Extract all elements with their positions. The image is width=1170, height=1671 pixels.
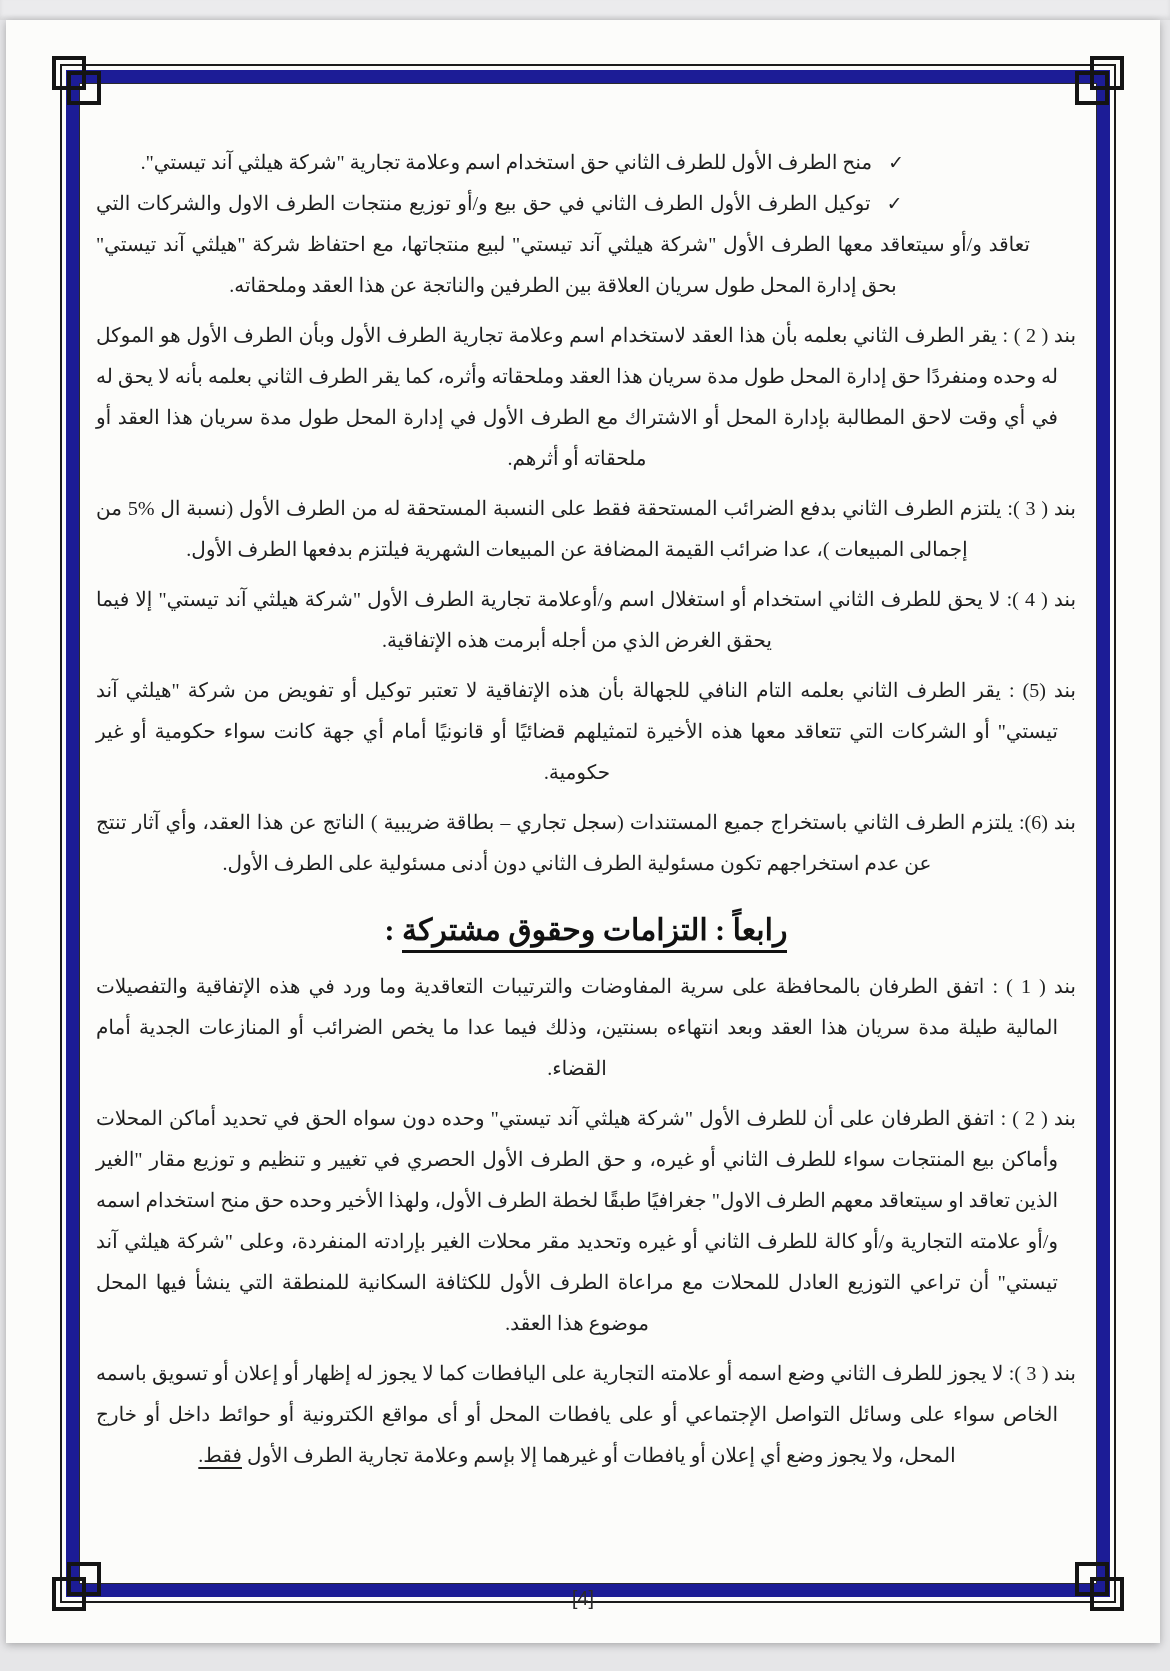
clause-label: بند ( 4 ): — [1000, 589, 1077, 611]
clause-text: يقر الطرف الثاني بعلمه التام النافي للجهالة بأن هذه الإتفاقية لا تعتبر توكيل أو تفويض من شركة "هيلثي آند تيستي" أو الشركات التي تتعاقد معها هذه الأخيرة لتمثيلهم قضائيًا أو قانونيًا أمام أي جهة كانت سواء حكومية أو غير حكومية. — [96, 680, 1058, 784]
clause-shared-1 — [96, 967, 1076, 1090]
clause-text: اتفق الطرفان بالمحافظة على سرية المفاوضات والترتيبات التعاقدية وما ورد في هذه الإتفاقية والتفصيلات المالية طيلة مدة سريان هذا العقد وبعد انتهاءه بسنتين، وذلك فيما عدا ما يخص الضرائب أو المنازعات الجدية أمام القضاء. — [96, 976, 1058, 1080]
section-heading-colon: : — [384, 914, 403, 947]
granted-rights-checklist — [96, 143, 1030, 307]
clause-text: لا يجوز للطرف الثاني وضع اسمه أو علامته التجارية على اليافطات كما لا يجوز له إظهار أو إعلان أو تسويق باسمه الخاص سواء على وسائل التواصل الإجتماعي أو على يافطات المحل أو أى مواقع الكترونية أو حوائط داخل أو خارج المحل، ولا يجوز وضع أي إعلان أو يافطات أو غيرهما إلا بإسم وعلامة تجارية الطرف الأول — [96, 1363, 1058, 1467]
corner-square-icon — [67, 71, 101, 105]
corner-square-icon — [67, 1562, 101, 1596]
bullet-text: منح الطرف الأول للطرف الثاني حق استخدام اسم وعلامة تجارية "شركة هيلثي آند تيستي". — [140, 152, 873, 174]
list-item — [96, 143, 1030, 184]
corner-ornament-top-right — [1066, 56, 1124, 114]
clause-text: يلتزم الطرف الثاني باستخراج جميع المستندات (سجل تجاري – بطاقة ضريبية ) الناتج عن هذا العقد، وأي آثار تنتج عن عدم استخراجهم تكون مسئولية الطرف الثاني دون أدنى مسئولية على الطرف الأول. — [96, 812, 1013, 875]
clause-shared-3 — [96, 1354, 1076, 1477]
clause-label: بند ( 2 ) : — [996, 325, 1077, 347]
clause-label: بند (6): — [1012, 812, 1076, 834]
underlined-word-only: فقط. — [198, 1445, 242, 1467]
clause-label: بند ( 3 ): — [1001, 498, 1076, 520]
corner-square-icon — [1075, 1562, 1109, 1596]
clause-text: اتفق الطرفان على أن للطرف الأول "شركة هيلثي آند تيستي" وحده دون سواه الحق في تحديد أماكن المحلات وأماكن بيع المنتجات سواء للطرف الثاني أو غيره، و حق الطرف الأول الحصري في تغيير و تنظيم و توزيع مقار "الغير الذين تعاقد او سيتعاقد معهم الطرف الاول" جغرافيًا طبقًا لخطة الطرف الأول، ولهذا الأخير وحده حق منح استخدام اسمه و/أو علامته التجارية و/أو كالة للطرف الثاني أو غيره وتحديد مقر محلات الغير بإرادته المنفردة، وعلى "شركة هيلثي آند تيستي" أن تراعي التوزيع العادل للمحلات مع مراعاة الطرف الأول للكثافة السكانية للمنطقة التي ينشأ فيها المحل موضوع هذا العقد. — [96, 1108, 1058, 1335]
corner-square-icon — [1075, 71, 1109, 105]
section-heading-fourth — [96, 905, 1076, 957]
clause-shared-2 — [96, 1099, 1076, 1345]
corner-ornament-bottom-right — [1066, 1553, 1124, 1611]
clause-text: لا يحق للطرف الثاني استخدام أو استغلال اسم و/أوعلامة تجارية الطرف الأول "شركة هيلثي آند تيستي" إلا فيما يحقق الغرض الذي من أجله أبرمت هذه الإتفاقية. — [96, 589, 1001, 652]
section-heading-text: رابعاً : التزامات وحقوق مشتركة — [402, 914, 787, 953]
document-page — [6, 20, 1160, 1643]
clause-label: بند ( 1 ) : — [984, 976, 1076, 998]
bullet-text: توكيل الطرف الأول الطرف الثاني في حق بيع و/أو توزيع منتجات الطرف الاول والشركات التي تعاقد و/أو سيتعاقد معها الطرف الأول "شركة هيلثي آند تيستي" لبيع منتجاتها، مع احتفاظ شركة "هيلثي آند تيستي" بحق إدارة المحل طول سريان العلاقة بين الطرفين والناتجة عن هذا العقد وملحقاته. — [96, 193, 1030, 297]
clause-text: يلتزم الطرف الثاني بدفع الضرائب المستحقة فقط على النسبة المستحقة له من الطرف الأول (نسبة ال %5 من إجمالى المبيعات )، عدا ضرائب القيمة المضافة عن المبيعات الشهرية فيلتزم بدفعها الطرف الأول. — [96, 498, 1002, 561]
clause-3 — [96, 489, 1076, 571]
clause-text: يقر الطرف الثاني بعلمه بأن هذا العقد لاستخدام اسم وعلامة تجارية الطرف الأول وبأن الطرف الأول هو الموكل له وحده ومنفردًا حق إدارة المحل طول مدة سريان هذا العقد وملحقاته وأثره، كما يقر الطرف الثاني بعلمه بأنه لا يحق له في أي وقت لاحق المطالبة بإدارة المحل أو الاشتراك مع الطرف الأول في إدارة المحل طول مدة سريان هذا العقد أو ملحقاته أو أثرهم. — [96, 325, 1058, 470]
clause-label: بند (5) : — [1000, 680, 1076, 702]
clause-label: بند ( 2 ) : — [994, 1108, 1076, 1130]
clause-5 — [96, 671, 1076, 794]
contract-body-text — [82, 103, 1094, 1563]
scan-edge-strip — [0, 0, 1170, 20]
checkmark-icon: ✓ — [886, 193, 905, 215]
clause-6 — [96, 803, 1076, 885]
corner-ornament-top-left — [52, 56, 110, 114]
clause-2 — [96, 316, 1076, 480]
clause-label: بند ( 3 ): — [1003, 1363, 1076, 1385]
checkmark-icon: ✓ — [888, 152, 904, 174]
clause-4 — [96, 580, 1076, 662]
list-item — [96, 184, 1030, 307]
corner-ornament-bottom-left — [52, 1553, 110, 1611]
page-number: [4] — [571, 1588, 595, 1610]
